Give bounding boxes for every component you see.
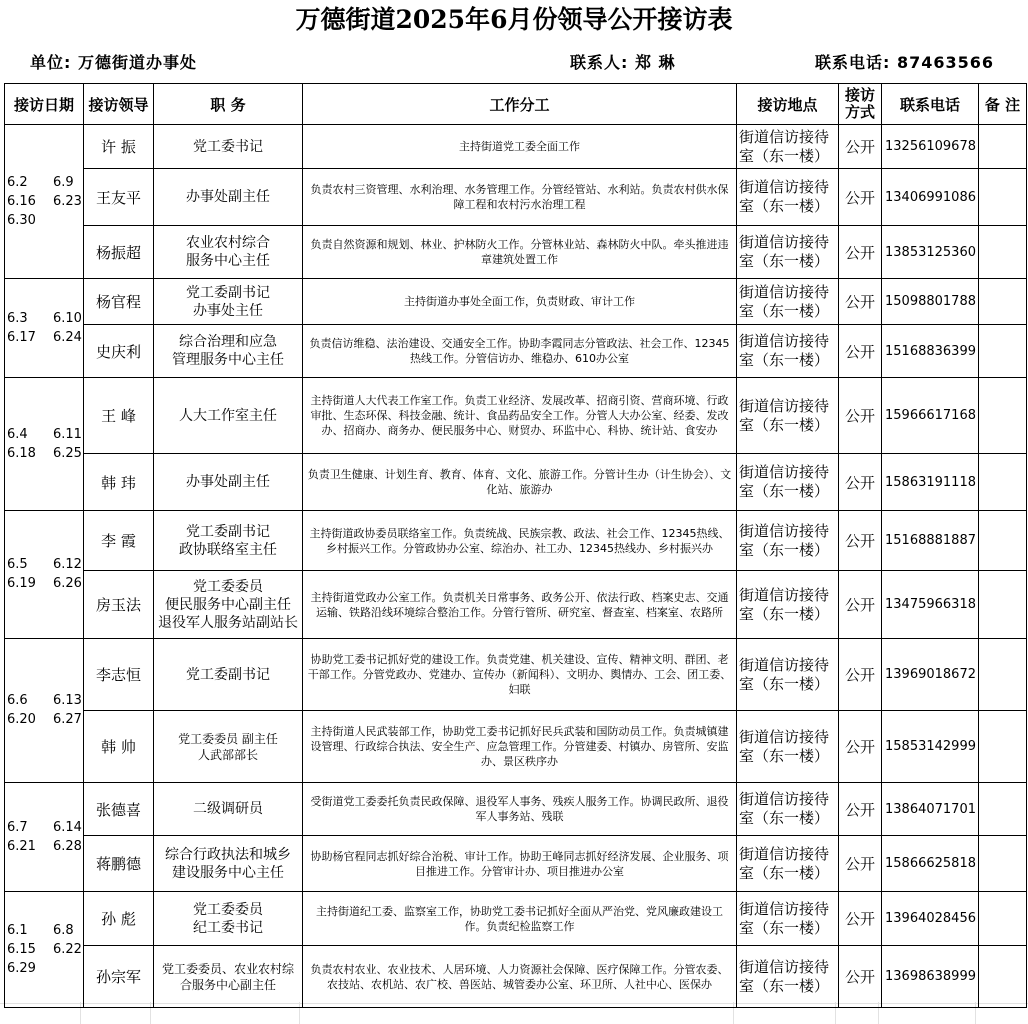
duty-cell: 主持街道人大代表工作室工作。负责工业经济、发展改革、招商引资、营商环境、行政审批、生态环保、科技金融、统计、食品药品安全工作。分管人大办公室、经委、发改办、招商办、商务办、便民服务中心、财贸办、环监中心、科协、统计站、食安办 — [303, 378, 737, 454]
duty-cell: 主持街道人民武装部工作，协助党工委书记抓好民兵武装和国防动员工作。负责城镇建设管理、行政综合执法、安全生产、应急管理工作。分管建委、村镇办、房管所、安监办、景区秩序办 — [303, 711, 737, 783]
date-value: 6.25 — [53, 445, 82, 461]
duty-cell: 受街道党工委委托负责民政保障、退役军人事务、残疾人服务工作。协调民政所、退役军人事务站、残联 — [303, 783, 737, 836]
position-cell — [154, 639, 303, 711]
leader-name: 史庆利 — [84, 325, 154, 378]
location-cell: 街道信访接待室（东一楼） — [737, 946, 839, 1008]
location-cell: 街道信访接待室（东一楼） — [737, 711, 839, 783]
table-row — [5, 639, 1027, 711]
position-line: 党工委书记 — [193, 138, 263, 155]
position-cell — [154, 378, 303, 454]
date-value: 6.6 — [7, 693, 28, 708]
date-cell — [5, 639, 84, 783]
position-line: 党工委副书记 — [186, 523, 270, 540]
date-value: 6.29 — [7, 960, 36, 976]
note-cell — [979, 836, 1027, 892]
leader-name: 蒋鹏德 — [84, 836, 154, 892]
position-line: 党工委副书记 — [186, 284, 270, 301]
leader-name: 许 振 — [84, 125, 154, 169]
mode-cell: 公开 — [839, 454, 882, 511]
date-value: 6.11 — [53, 426, 82, 442]
duty-cell: 负责农村三资管理、水利治理、水务管理工作。分管经管站、水利站。负责农村供水保障工程和农村污水治理工程 — [303, 169, 737, 226]
mode-cell: 公开 — [839, 325, 882, 378]
leader-name: 孙 彪 — [84, 892, 154, 946]
header-phone: 联系电话 — [882, 84, 979, 125]
mode-cell: 公开 — [839, 571, 882, 639]
date-value: 6.24 — [53, 329, 82, 345]
leader-name: 王 峰 — [84, 378, 154, 454]
phone-cell: 13256109678 — [882, 125, 979, 169]
position-cell — [154, 571, 303, 639]
date-value: 6.22 — [53, 941, 82, 957]
mode-cell: 公开 — [839, 783, 882, 836]
duty-cell: 协助党工委书记抓好党的建设工作。负责党建、机关建设、宣传、精神文明、群团、老干部工作。分管党政办、党建办、宣传办（新闻科）、文明办、舆情办、工会、团工委、妇联 — [303, 639, 737, 711]
table-row — [5, 711, 1027, 783]
leader-name: 孙宗军 — [84, 946, 154, 1008]
mode-cell: 公开 — [839, 279, 882, 325]
date-value: 6.5 — [7, 557, 28, 572]
mode-cell: 公开 — [839, 226, 882, 279]
note-cell — [979, 325, 1027, 378]
header-location: 接访地点 — [737, 84, 839, 125]
mode-cell: 公开 — [839, 946, 882, 1008]
date-value: 6.9 — [53, 174, 74, 190]
leader-name: 韩 帅 — [84, 711, 154, 783]
phone-cell: 15966617168 — [882, 378, 979, 454]
header-mode-line1: 接访 — [844, 86, 875, 104]
leader-name: 杨振超 — [84, 226, 154, 279]
phone-cell: 13964028456 — [882, 892, 979, 946]
note-cell — [979, 378, 1027, 454]
location-cell: 街道信访接待室（东一楼） — [737, 169, 839, 226]
table-row — [5, 169, 1027, 226]
date-value: 6.13 — [53, 693, 82, 708]
header-duty: 工作分工 — [303, 84, 737, 125]
position-line: 合服务中心副主任 — [179, 977, 276, 992]
location-cell: 街道信访接待室（东一楼） — [737, 571, 839, 639]
date-value: 6.19 — [7, 576, 36, 591]
date-value: 6.4 — [7, 426, 28, 442]
position-cell — [154, 226, 303, 279]
date-value: 6.20 — [7, 712, 36, 727]
leader-name: 杨官程 — [84, 279, 154, 325]
position-line: 退役军人服务站副站长 — [158, 614, 298, 631]
note-cell — [979, 639, 1027, 711]
mode-cell: 公开 — [839, 511, 882, 571]
location-cell: 街道信访接待室（东一楼） — [737, 836, 839, 892]
reception-table — [4, 83, 1027, 1008]
position-line: 管理服务中心主任 — [172, 352, 284, 368]
duty-cell: 主持街道办事处全面工作，负责财政、审计工作 — [303, 279, 737, 325]
location-cell: 街道信访接待室（东一楼） — [737, 511, 839, 571]
table-row — [5, 511, 1027, 571]
header-note: 备 注 — [979, 84, 1027, 125]
leader-name: 张德喜 — [84, 783, 154, 836]
phone-label: 联系电话: 87463566 — [815, 53, 995, 72]
note-cell — [979, 571, 1027, 639]
table-row — [5, 836, 1027, 892]
date-value: 6.21 — [7, 838, 36, 854]
date-value: 6.14 — [53, 819, 82, 835]
position-line: 办事处主任 — [193, 302, 263, 319]
location-cell: 街道信访接待室（东一楼） — [737, 125, 839, 169]
leader-name: 韩 玮 — [84, 454, 154, 511]
leader-name: 李 霞 — [84, 511, 154, 571]
position-cell — [154, 125, 303, 169]
table-row — [5, 279, 1027, 325]
position-line: 办事处副主任 — [186, 474, 270, 490]
phone-cell: 15168881887 — [882, 511, 979, 571]
header-position: 职 务 — [154, 84, 303, 125]
header-date: 接访日期 — [5, 84, 84, 125]
leader-name: 王友平 — [84, 169, 154, 226]
phone-cell: 15098801788 — [882, 279, 979, 325]
date-value: 6.16 — [7, 193, 36, 209]
position-line: 农业农村综合 — [186, 235, 270, 251]
phone-cell: 15866625818 — [882, 836, 979, 892]
date-value: 6.15 — [7, 941, 36, 957]
phone-cell: 13864071701 — [882, 783, 979, 836]
location-cell: 街道信访接待室（东一楼） — [737, 639, 839, 711]
position-cell — [154, 783, 303, 836]
date-value: 6.3 — [7, 310, 28, 326]
date-cell — [5, 125, 84, 279]
mode-cell: 公开 — [839, 836, 882, 892]
date-value: 6.17 — [7, 329, 36, 345]
leader-name: 房玉法 — [84, 571, 154, 639]
location-cell: 街道信访接待室（东一楼） — [737, 454, 839, 511]
position-line: 党工委委员、农业农村综 — [161, 961, 294, 976]
position-cell — [154, 454, 303, 511]
duty-cell: 主持街道党政办公室工作。负责机关日常事务、政务公开、依法行政、档案史志、交通运输、铁路沿线环境综合整治工作。分管行管所、研究室、督查室、档案室、农路所 — [303, 571, 737, 639]
date-value: 6.8 — [53, 922, 74, 938]
mode-cell: 公开 — [839, 639, 882, 711]
date-value: 6.18 — [7, 445, 36, 461]
duty-cell: 主持街道党工委全面工作 — [303, 125, 737, 169]
date-cell — [5, 279, 84, 378]
table-body — [5, 125, 1027, 1008]
duty-cell: 负责信访维稳、法治建设、交通安全工作。协助李霞同志分管政法、社会工作、12345热线工作。分管信访办、维稳办、610办公室 — [303, 325, 737, 378]
date-value: 6.12 — [53, 557, 82, 572]
date-cell — [5, 783, 84, 892]
location-cell: 街道信访接待室（东一楼） — [737, 783, 839, 836]
note-cell — [979, 454, 1027, 511]
position-line: 党工委委员 — [193, 578, 263, 595]
phone-cell: 15168836399 — [882, 325, 979, 378]
header-row — [5, 84, 1027, 125]
mode-cell: 公开 — [839, 125, 882, 169]
table-row — [5, 571, 1027, 639]
leader-name: 李志恒 — [84, 639, 154, 711]
header-mode-line2: 方式 — [844, 103, 875, 121]
mode-cell: 公开 — [839, 711, 882, 783]
note-cell — [979, 711, 1027, 783]
duty-cell: 负责卫生健康、计划生育、教育、体育、文化、旅游工作。分管计生办（计生协会）、文化站、旅游办 — [303, 454, 737, 511]
date-value: 6.28 — [53, 838, 82, 854]
position-line: 政协联络室主任 — [179, 541, 277, 558]
note-cell — [979, 226, 1027, 279]
date-value: 6.1 — [7, 922, 28, 938]
position-cell — [154, 279, 303, 325]
note-cell — [979, 279, 1027, 325]
location-cell: 街道信访接待室（东一楼） — [737, 378, 839, 454]
position-cell — [154, 511, 303, 571]
note-cell — [979, 169, 1027, 226]
date-value: 6.27 — [53, 712, 82, 727]
position-cell — [154, 325, 303, 378]
unit-label: 单位: 万德街道办事处 — [30, 53, 197, 72]
date-cell — [5, 511, 84, 639]
table-row — [5, 226, 1027, 279]
duty-cell: 负责自然资源和规划、林业、护林防火工作。分管林业站、森林防火中队。牵头推进违章建筑处置工作 — [303, 226, 737, 279]
duty-cell: 协助杨官程同志抓好综合治税、审计工作。协助王峰同志抓好经济发展、企业服务、项目推进工作。分管审计办、项目推进办公室 — [303, 836, 737, 892]
position-cell — [154, 169, 303, 226]
table-row — [5, 378, 1027, 454]
location-cell: 街道信访接待室（东一楼） — [737, 892, 839, 946]
duty-cell: 主持街道政协委员联络室工作。负责统战、民族宗教、政法、社会工作、12345热线、乡村振兴工作。分管政协办公室、综治办、社工办、12345热线办、乡村振兴办 — [303, 511, 737, 571]
header-mode — [839, 84, 882, 125]
location-cell: 街道信访接待室（东一楼） — [737, 226, 839, 279]
date-value: 6.2 — [7, 174, 28, 190]
date-value: 6.30 — [7, 212, 36, 228]
duty-cell: 主持街道纪工委、监察室工作，协助党工委书记抓好全面从严治党、党风廉政建设工作。负责纪检监察工作 — [303, 892, 737, 946]
table-row — [5, 892, 1027, 946]
mode-cell: 公开 — [839, 378, 882, 454]
position-line: 综合行政执法和城乡 — [165, 846, 291, 863]
position-line: 建设服务中心主任 — [172, 864, 284, 881]
date-value: 6.23 — [53, 193, 82, 209]
location-cell: 街道信访接待室（东一楼） — [737, 279, 839, 325]
table-row — [5, 454, 1027, 511]
phone-cell: 13698638999 — [882, 946, 979, 1008]
position-cell — [154, 711, 303, 783]
position-line: 人大工作室主任 — [179, 407, 277, 424]
position-line: 综合治理和应急 — [179, 334, 277, 350]
date-value: 6.7 — [7, 819, 28, 835]
date-value: 6.26 — [53, 576, 82, 591]
note-cell — [979, 783, 1027, 836]
table-row — [5, 783, 1027, 836]
position-line: 人武部部长 — [197, 747, 258, 762]
note-cell — [979, 946, 1027, 1008]
contact-label: 联系人: 郑 琳 — [570, 53, 676, 72]
note-cell — [979, 892, 1027, 946]
position-line: 纪工委书记 — [193, 919, 263, 936]
location-cell: 街道信访接待室（东一楼） — [737, 325, 839, 378]
date-value: 6.10 — [53, 310, 82, 326]
mode-cell: 公开 — [839, 169, 882, 226]
position-line: 办事处副主任 — [186, 189, 270, 205]
date-cell — [5, 378, 84, 511]
phone-cell: 13853125360 — [882, 226, 979, 279]
table-row — [5, 946, 1027, 1008]
position-line: 便民服务中心副主任 — [165, 596, 291, 613]
table-row — [5, 125, 1027, 169]
page-title: 万德街道2025年6月份领导公开接访表 — [295, 5, 733, 34]
note-cell — [979, 511, 1027, 571]
position-line: 党工委委员 副主任 — [178, 731, 278, 746]
note-cell — [979, 125, 1027, 169]
phone-cell: 13406991086 — [882, 169, 979, 226]
position-line: 服务中心主任 — [186, 253, 270, 269]
phone-cell: 13969018672 — [882, 639, 979, 711]
position-cell — [154, 836, 303, 892]
position-line: 党工委委员 — [193, 901, 263, 918]
phone-cell: 15853142999 — [882, 711, 979, 783]
position-line: 二级调研员 — [193, 801, 263, 817]
phone-cell: 13475966318 — [882, 571, 979, 639]
date-cell — [5, 892, 84, 1008]
duty-cell: 负责农村农业、农业技术、人居环境、人力资源社会保障、医疗保障工作。分管农委、农技站、农机站、农广校、兽医站、城管委办公室、环卫所、人社中心、医保办 — [303, 946, 737, 1008]
table-row — [5, 325, 1027, 378]
header-leader: 接访领导 — [84, 84, 154, 125]
phone-cell: 15863191118 — [882, 454, 979, 511]
position-cell — [154, 892, 303, 946]
position-line: 党工委副书记 — [186, 666, 270, 683]
mode-cell: 公开 — [839, 892, 882, 946]
position-cell — [154, 946, 303, 1008]
